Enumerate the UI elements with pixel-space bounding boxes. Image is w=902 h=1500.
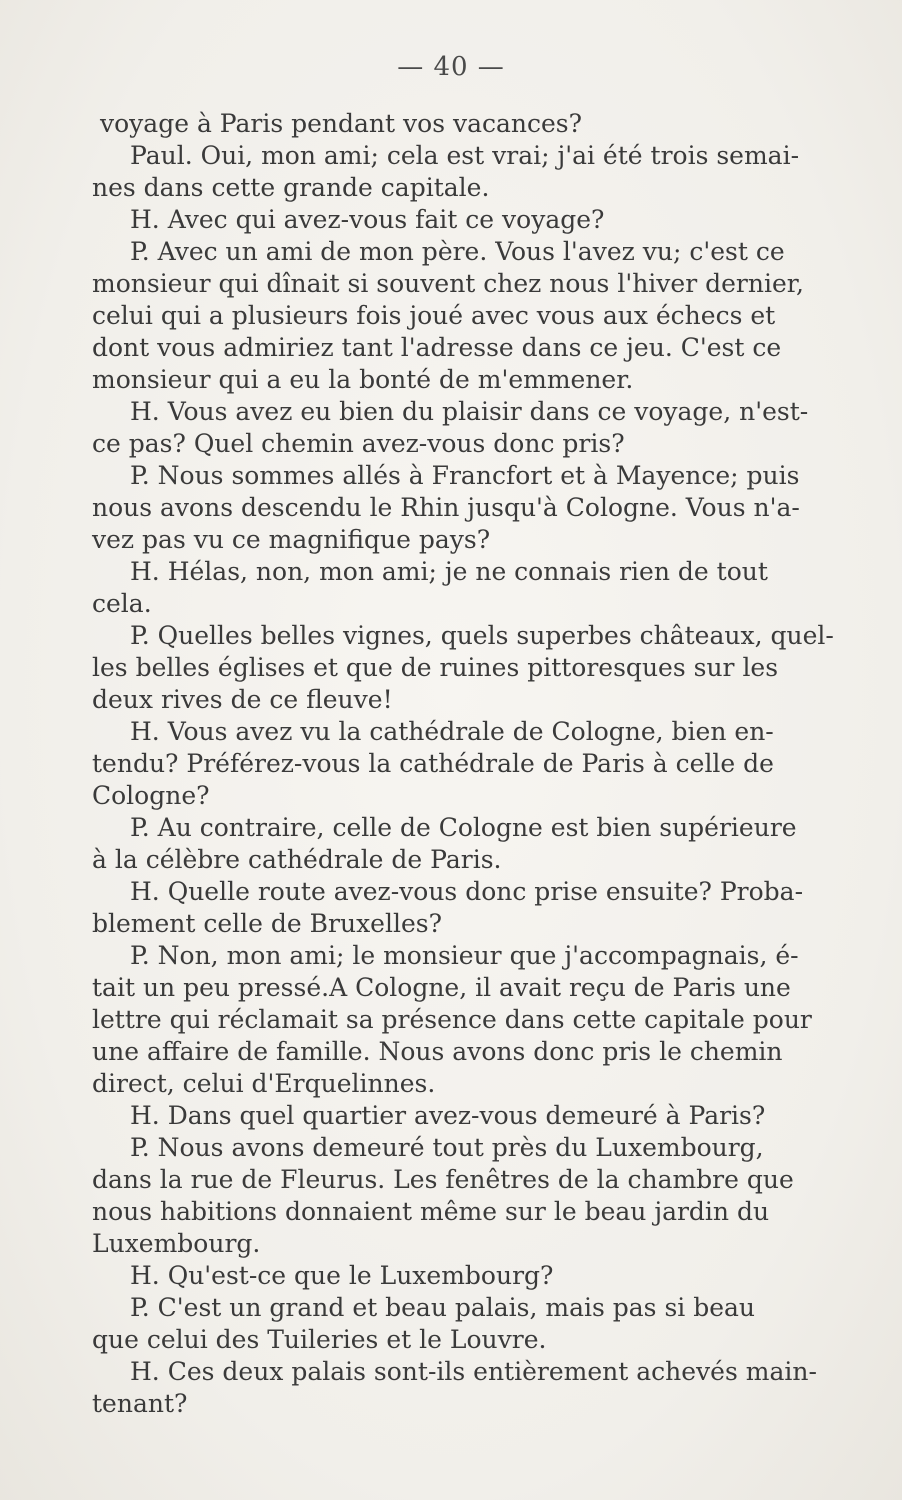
text-line: P. Quelles belles vignes, quels superbes châteaux, quel- bbox=[130, 621, 834, 650]
text-line: P. Nous sommes allés à Francfort et à Mayence; puis bbox=[130, 461, 800, 490]
text-line: à la célèbre cathédrale de Paris. bbox=[92, 845, 502, 874]
text-line: vez pas vu ce magnifique pays? bbox=[92, 525, 491, 554]
text-line: une affaire de famille. Nous avons donc pris le chemin bbox=[92, 1037, 783, 1066]
text-line: P. C'est un grand et beau palais, mais pas si beau bbox=[130, 1293, 756, 1322]
text-line: voyage à Paris pendant vos vacances? bbox=[100, 109, 583, 138]
text-line: nous avons descendu le Rhin jusqu'à Cologne. Vous n'a- bbox=[92, 493, 800, 522]
text-line: les belles églises et que de ruines pittoresques sur les bbox=[92, 653, 779, 682]
text-line: cela. bbox=[92, 589, 152, 618]
text-line: blement celle de Bruxelles? bbox=[92, 909, 442, 938]
text-line: Cologne? bbox=[92, 781, 210, 810]
text-line: H. Hélas, non, mon ami; je ne connais rien de tout bbox=[130, 557, 768, 586]
text-line: H. Qu'est-ce que le Luxembourg? bbox=[130, 1261, 554, 1290]
text-line: celui qui a plusieurs fois joué avec vous aux échecs et bbox=[92, 301, 776, 330]
text-line: lettre qui réclamait sa présence dans cette capitale pour bbox=[92, 1005, 812, 1034]
text-line: P. Au contraire, celle de Cologne est bien supérieure bbox=[130, 813, 797, 842]
text-line: H. Avec qui avez-vous fait ce voyage? bbox=[130, 205, 605, 234]
text-line: Luxembourg. bbox=[92, 1229, 261, 1258]
text-line: H. Vous avez vu la cathédrale de Cologne, bien en- bbox=[130, 717, 774, 746]
text-line: dont vous admiriez tant l'adresse dans ce jeu. C'est ce bbox=[92, 333, 782, 362]
text-line: nes dans cette grande capitale. bbox=[92, 173, 490, 202]
text-line: P. Nous avons demeuré tout près du Luxembourg, bbox=[130, 1133, 764, 1162]
text-line: H. Dans quel quartier avez-vous demeuré à Paris? bbox=[130, 1101, 766, 1130]
text-line: tendu? Préférez-vous la cathédrale de Paris à celle de bbox=[92, 749, 774, 778]
text-line: nous habitions donnaient même sur le beau jardin du bbox=[92, 1197, 770, 1226]
text-line: tenant? bbox=[92, 1389, 188, 1418]
text-line: ce pas? Quel chemin avez-vous donc pris? bbox=[92, 429, 625, 458]
text-line: dans la rue de Fleurus. Les fenêtres de la chambre que bbox=[92, 1165, 794, 1194]
text-line: que celui des Tuileries et le Louvre. bbox=[92, 1325, 547, 1354]
text-line: H. Vous avez eu bien du plaisir dans ce voyage, n'est- bbox=[130, 397, 809, 426]
text-line: P. Avec un ami de mon père. Vous l'avez vu; c'est ce bbox=[130, 237, 785, 266]
text-line: P. Non, mon ami; le monsieur que j'accompagnais, é- bbox=[130, 941, 799, 970]
text-line: H. Ces deux palais sont-ils entièrement achevés main- bbox=[130, 1357, 817, 1386]
text-line: Paul. Oui, mon ami; cela est vrai; j'ai été trois semai- bbox=[130, 141, 800, 170]
text-line: monsieur qui a eu la bonté de m'emmener. bbox=[92, 365, 634, 394]
page-number: — 40 — bbox=[397, 52, 505, 82]
text-line: H. Quelle route avez-vous donc prise ensuite? Proba- bbox=[130, 877, 804, 906]
text-line: direct, celui d'Erquelinnes. bbox=[92, 1069, 436, 1098]
text-line: tait un peu pressé.A Cologne, il avait reçu de Paris une bbox=[92, 973, 791, 1002]
text-line: monsieur qui dînait si souvent chez nous l'hiver dernier, bbox=[92, 269, 804, 298]
text-line: deux rives de ce fleuve! bbox=[92, 685, 393, 714]
